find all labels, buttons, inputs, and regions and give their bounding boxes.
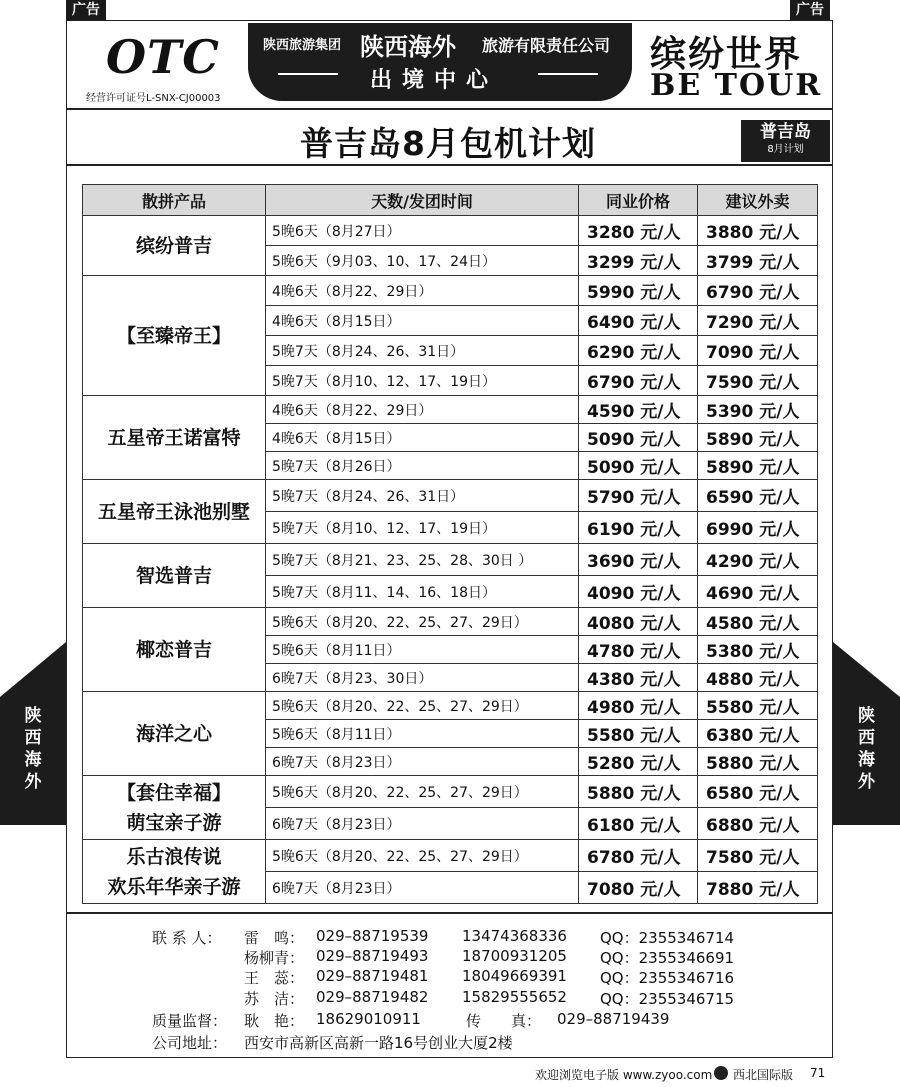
trade-price: 5790 元/人 (579, 480, 698, 512)
side-triangle-right (833, 642, 900, 697)
retail-price: 4880 元/人 (698, 664, 818, 692)
retail-price: 5380 元/人 (698, 636, 818, 664)
header-trade-price: 同业价格 (579, 185, 698, 216)
contact-phone: 029–88719481 (316, 967, 429, 985)
contact-mobile: 15829555652 (462, 988, 567, 1006)
quality-name: 耿 艳： (244, 1012, 305, 1030)
address-label: 公司地址： (152, 1034, 228, 1052)
trade-price: 4090 元/人 (579, 576, 698, 608)
contact-mobile: 13474368336 (462, 927, 567, 945)
product-name-line: 椰恋普吉 (135, 638, 212, 661)
product-name (83, 608, 266, 692)
retail-price: 5390 元/人 (698, 396, 818, 424)
side-char: 西 (858, 728, 875, 748)
product-name-line: 五星帝王泳池别墅 (97, 500, 250, 523)
retail-price: 7290 元/人 (698, 306, 818, 336)
trade-price: 5880 元/人 (579, 776, 698, 808)
table-header-row (83, 185, 818, 216)
page-title: 普吉岛8月包机计划 (300, 124, 596, 163)
banner-brand: 陕西海外 (360, 32, 456, 61)
side-triangle-left (0, 642, 66, 697)
product-name (83, 396, 266, 480)
footer-section: 西北国际版 (733, 1068, 794, 1082)
banner-company: 旅游有限责任公司 (482, 36, 611, 55)
banner-group: 陕西旅游集团 (263, 38, 342, 53)
trade-price: 6490 元/人 (579, 306, 698, 336)
trip-days: 5晚7天（8月10、12、17、19日） (266, 366, 579, 396)
trade-price: 5280 元/人 (579, 748, 698, 776)
trade-price: 5990 元/人 (579, 276, 698, 306)
contact-mobile: 18049669391 (462, 967, 567, 985)
table-row (83, 216, 818, 246)
trade-price: 6290 元/人 (579, 336, 698, 366)
destination-badge (741, 120, 830, 162)
product-name (83, 544, 266, 608)
product-name-line: 欢乐年华亲子游 (107, 875, 241, 898)
contact-name: 雷 鸣： (244, 929, 305, 947)
trade-price: 4080 元/人 (579, 608, 698, 636)
product-name-line: 【至臻帝王】 (116, 324, 231, 347)
footer-logo-icon (714, 1066, 728, 1080)
header-divider (66, 108, 833, 110)
contact-name: 王 蕊： (244, 969, 305, 987)
retail-price: 7580 元/人 (698, 840, 818, 872)
side-label-left (0, 697, 66, 825)
trade-price: 4980 元/人 (579, 692, 698, 720)
address: 西安市高新区高新一路16号创业大厦2楼 (244, 1034, 513, 1052)
trade-price: 4380 元/人 (579, 664, 698, 692)
trip-days: 5晚7天（8月24、26、31日） (266, 480, 579, 512)
betour-en: BE TOUR (650, 68, 823, 103)
retail-price: 3880 元/人 (698, 216, 818, 246)
trip-days: 5晚7天（8月11、14、16、18日） (266, 576, 579, 608)
product-name (83, 840, 266, 904)
side-char: 陕 (24, 706, 42, 726)
product-name (83, 276, 266, 396)
retail-price: 6990 元/人 (698, 512, 818, 544)
trip-days: 4晚6天（8月15日） (266, 306, 579, 336)
trip-days: 5晚6天（8月20、22、25、27、29日） (266, 608, 579, 636)
trip-days: 6晚7天（8月23日） (266, 808, 579, 840)
contact-phone: 029–88719482 (316, 988, 429, 1006)
otc-logo: OTC (106, 30, 220, 84)
contact-name: 杨柳青： (244, 949, 305, 967)
trade-price: 6780 元/人 (579, 840, 698, 872)
table-row (83, 396, 818, 424)
product-name (83, 480, 266, 544)
retail-price: 6590 元/人 (698, 480, 818, 512)
contact-divider (66, 912, 833, 914)
footer-page: 71 (810, 1066, 826, 1080)
banner-rule-left (278, 73, 338, 75)
retail-price: 4290 元/人 (698, 544, 818, 576)
side-char: 海 (24, 750, 42, 770)
banner-dept: 出境中心 (370, 68, 499, 93)
product-name (83, 216, 266, 276)
retail-price: 4580 元/人 (698, 608, 818, 636)
badge-sub: 8月计划 (767, 144, 804, 155)
quality-phone: 18629010911 (316, 1010, 421, 1028)
title-divider (66, 164, 833, 166)
header-days: 天数/发团时间 (266, 185, 579, 216)
fax-label: 传 真： (466, 1012, 542, 1030)
trade-price: 5090 元/人 (579, 424, 698, 452)
retail-price: 7880 元/人 (698, 872, 818, 904)
trade-price: 7080 元/人 (579, 872, 698, 904)
contact-qq: QQ：2355346691 (600, 949, 735, 967)
table-row (83, 692, 818, 720)
table-row (83, 544, 818, 576)
product-name-line: 缤纷普吉 (135, 234, 212, 257)
product-name-line: 乐古浪传说 (126, 845, 222, 868)
retail-price: 5580 元/人 (698, 692, 818, 720)
table-row (83, 840, 818, 872)
contact-name: 苏 洁： (244, 990, 305, 1008)
trade-price: 3690 元/人 (579, 544, 698, 576)
product-name-line: 萌宝亲子游 (126, 811, 222, 834)
quality-label: 质量监督： (152, 1012, 228, 1030)
table-row (83, 608, 818, 636)
product-name-line: 五星帝王诺富特 (107, 426, 241, 449)
trip-days: 5晚6天（9月03、10、17、24日） (266, 246, 579, 276)
table-row (83, 776, 818, 808)
trade-price: 5580 元/人 (579, 720, 698, 748)
trip-days: 6晚7天（8月23日） (266, 748, 579, 776)
table-row (83, 480, 818, 512)
trade-price: 5090 元/人 (579, 452, 698, 480)
side-char: 陕 (858, 706, 875, 726)
side-char: 西 (24, 728, 42, 748)
trip-days: 5晚6天（8月20、22、25、27、29日） (266, 840, 579, 872)
side-char: 外 (858, 772, 875, 792)
header-retail-price: 建议外卖 (698, 185, 818, 216)
trip-days: 5晚7天（8月10、12、17、19日） (266, 512, 579, 544)
trade-price: 4780 元/人 (579, 636, 698, 664)
contact-phone: 029–88719539 (316, 927, 429, 945)
trip-days: 5晚7天（8月24、26、31日） (266, 336, 579, 366)
contact-qq: QQ：2355346714 (600, 929, 735, 947)
retail-price: 5880 元/人 (698, 748, 818, 776)
side-label-right (833, 697, 900, 825)
trip-days: 4晚6天（8月22、29日） (266, 276, 579, 306)
trip-days: 5晚6天（8月27日） (266, 216, 579, 246)
banner-rule-right (538, 73, 598, 75)
trade-price: 6190 元/人 (579, 512, 698, 544)
trade-price: 3299 元/人 (579, 246, 698, 276)
product-name-line: 【套住幸福】 (116, 781, 231, 804)
header-product: 散拼产品 (83, 185, 266, 216)
trip-days: 5晚6天（8月11日） (266, 720, 579, 748)
trip-days: 4晚6天（8月15日） (266, 424, 579, 452)
product-name-line: 智选普吉 (135, 564, 212, 587)
retail-price: 5890 元/人 (698, 452, 818, 480)
trip-days: 4晚6天（8月22、29日） (266, 396, 579, 424)
ad-tag-left: 广告 (66, 0, 106, 20)
trip-days: 5晚7天（8月21、23、25、28、30日 ） (266, 544, 579, 576)
trade-price: 6180 元/人 (579, 808, 698, 840)
contact-qq: QQ：2355346715 (600, 990, 735, 1008)
license-number: 经营许可证号L-SNX-CJ00003 (86, 93, 221, 104)
retail-price: 7590 元/人 (698, 366, 818, 396)
contact-phone: 029–88719493 (316, 947, 429, 965)
trip-days: 5晚6天（8月20、22、25、27、29日） (266, 776, 579, 808)
retail-price: 5890 元/人 (698, 424, 818, 452)
retail-price: 7090 元/人 (698, 336, 818, 366)
retail-price: 6790 元/人 (698, 276, 818, 306)
retail-price: 6580 元/人 (698, 776, 818, 808)
trip-days: 5晚6天（8月20、22、25、27、29日） (266, 692, 579, 720)
price-table-body (83, 216, 818, 904)
trade-price: 6790 元/人 (579, 366, 698, 396)
contact-qq: QQ：2355346716 (600, 969, 735, 987)
trip-days: 6晚7天（8月23、30日） (266, 664, 579, 692)
side-char: 外 (24, 772, 42, 792)
product-name (83, 692, 266, 776)
retail-price: 3799 元/人 (698, 246, 818, 276)
retail-price: 4690 元/人 (698, 576, 818, 608)
retail-price: 6380 元/人 (698, 720, 818, 748)
trip-days: 5晚7天（8月26日） (266, 452, 579, 480)
footer-text: 欢迎浏览电子版 www.zyoo.com (535, 1068, 713, 1082)
product-name-line: 海洋之心 (135, 722, 212, 745)
trip-days: 6晚7天（8月23日） (266, 872, 579, 904)
product-name (83, 776, 266, 840)
badge-main: 普吉岛 (760, 122, 811, 142)
trade-price: 3280 元/人 (579, 216, 698, 246)
ad-tag-right: 广告 (790, 0, 830, 20)
price-table (82, 184, 818, 904)
table-row (83, 276, 818, 306)
side-char: 海 (858, 750, 875, 770)
trip-days: 5晚6天（8月11日） (266, 636, 579, 664)
fax-number: 029–88719439 (557, 1010, 670, 1028)
contact-label: 联 系 人： (152, 929, 222, 947)
betour-cn: 缤纷世界 (650, 33, 803, 75)
trade-price: 4590 元/人 (579, 396, 698, 424)
header-banner (248, 23, 632, 101)
retail-price: 6880 元/人 (698, 808, 818, 840)
contact-mobile: 18700931205 (462, 947, 567, 965)
